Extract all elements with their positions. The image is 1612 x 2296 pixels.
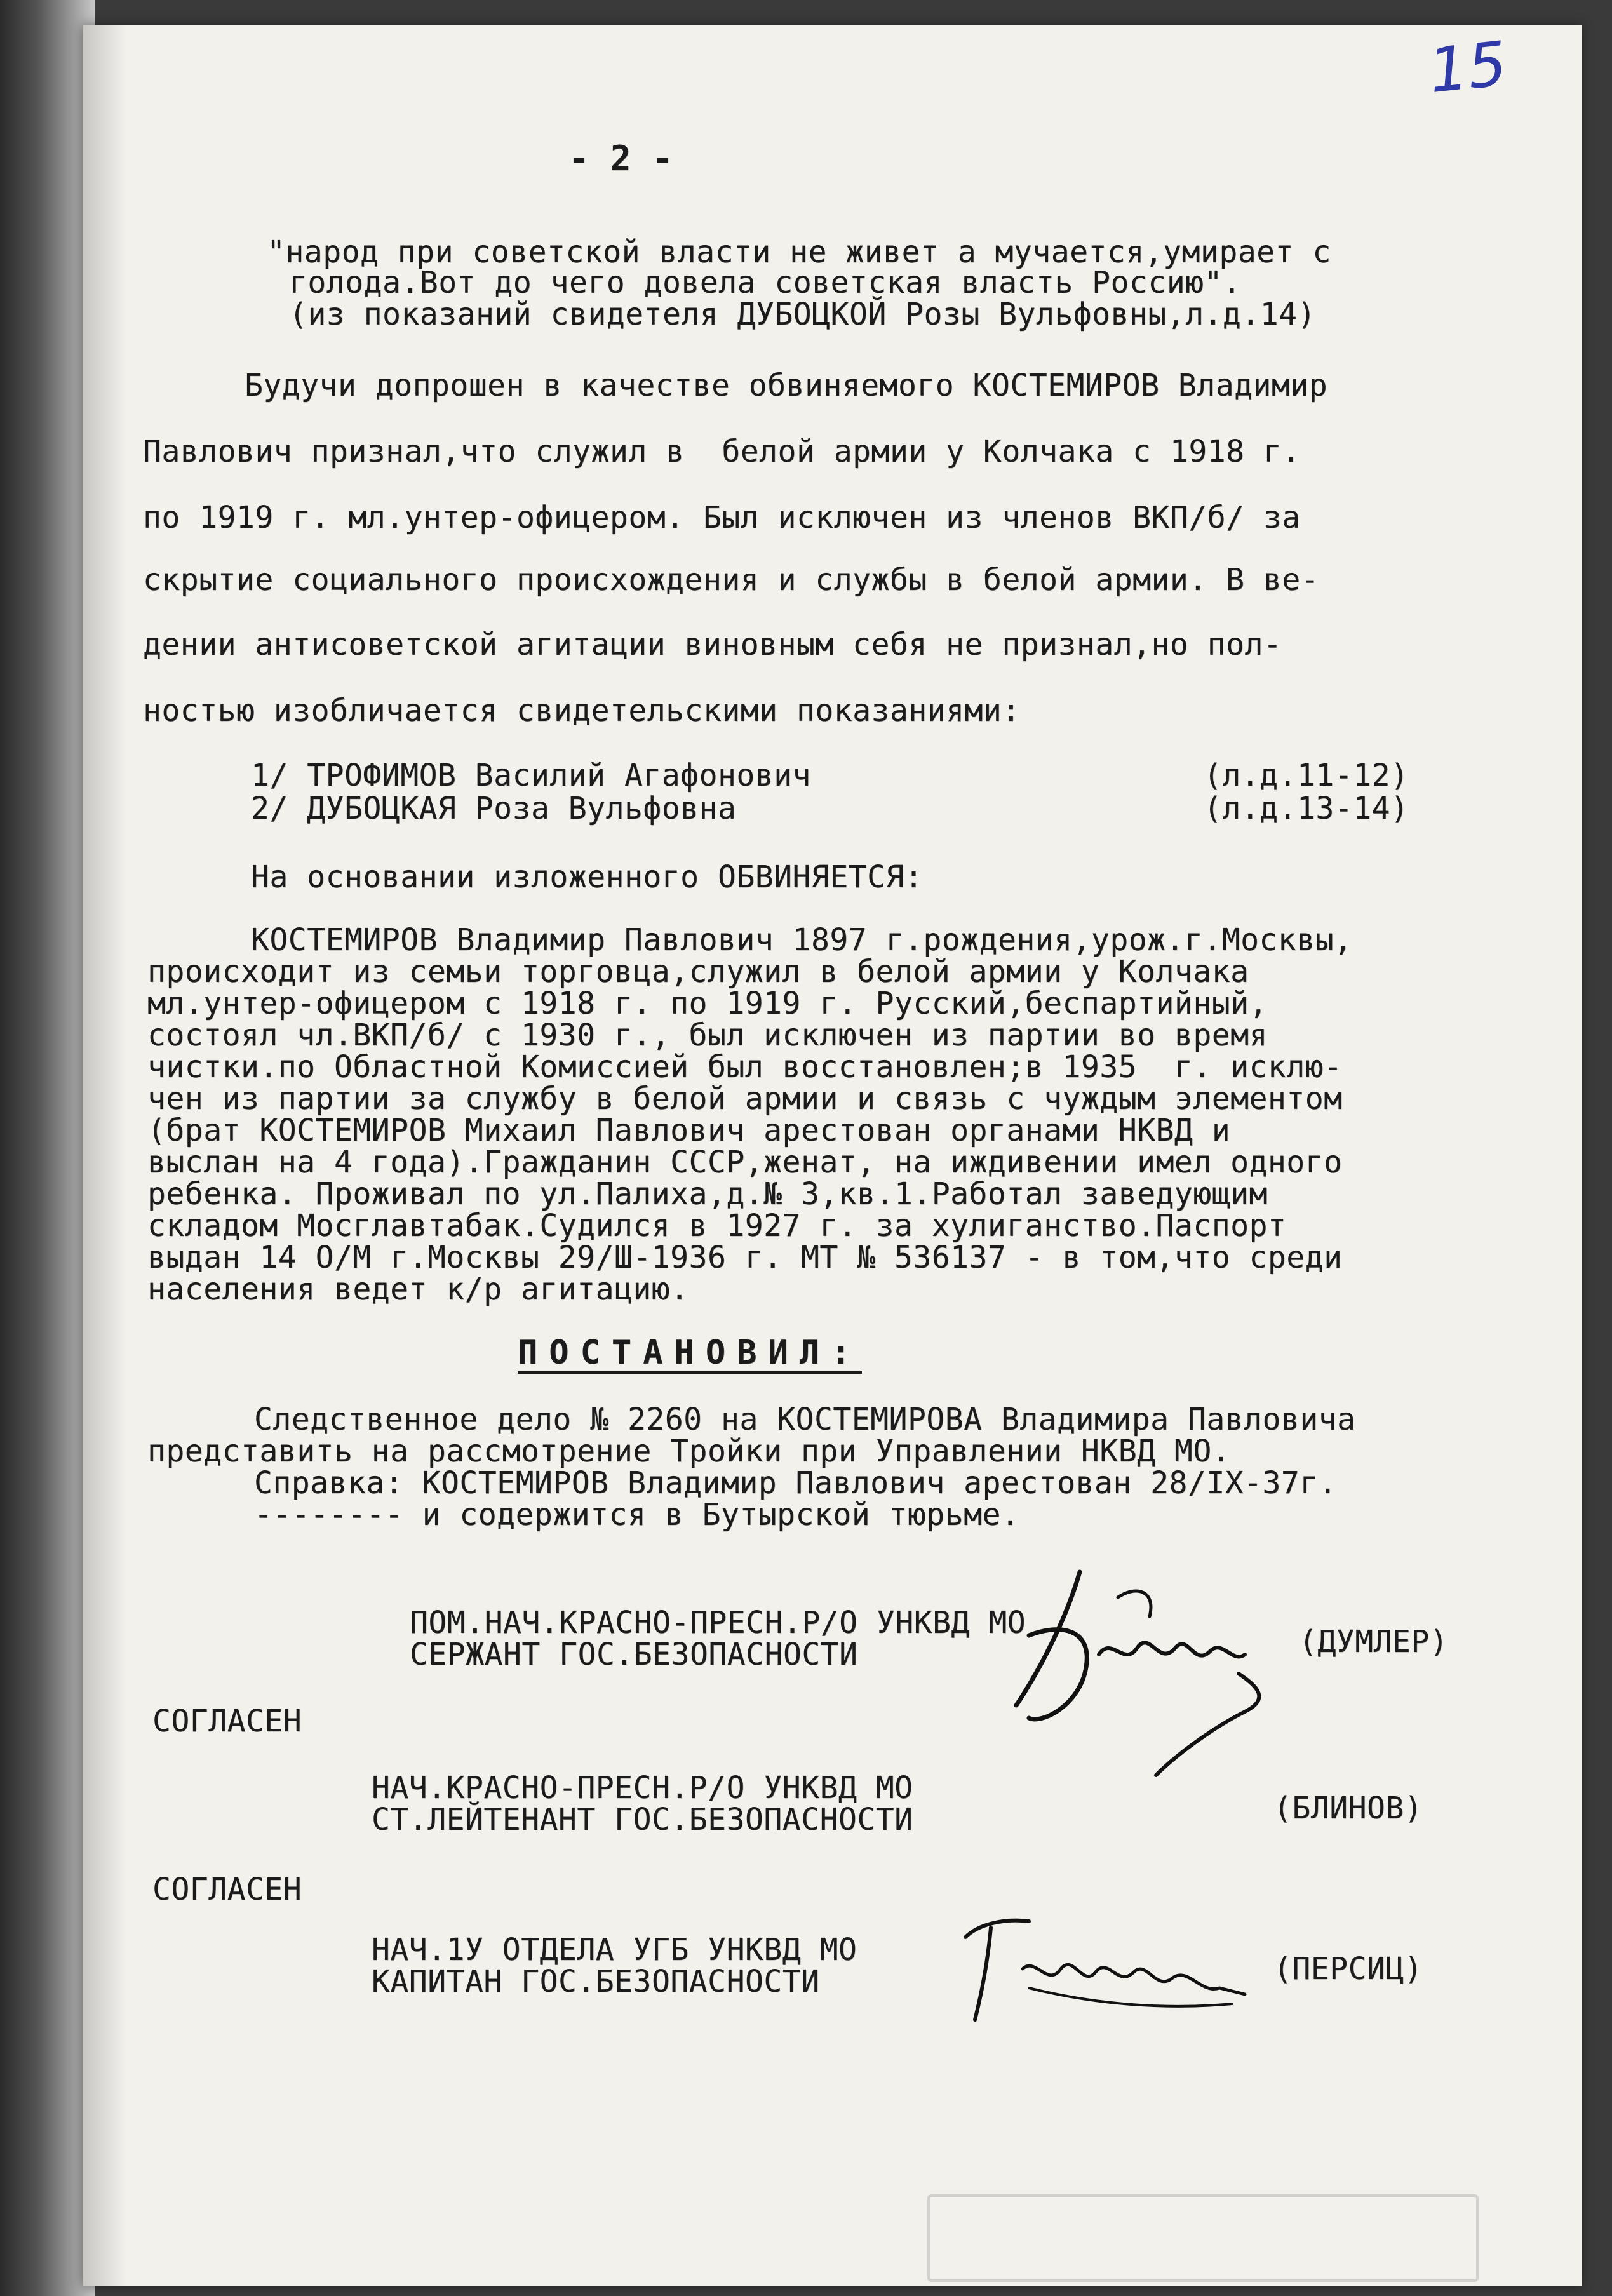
- page-number: - 2 -: [568, 138, 674, 178]
- signer-rank: СЕРЖАНТ ГОС.БЕЗОПАСНОСТИ: [410, 1637, 858, 1672]
- paragraph-line: населения ведет к/р агитацию.: [147, 1272, 689, 1307]
- paragraph-line: (брат КОСТЕМИРОВ Михаил Павлович арестован органами НКВД и: [147, 1113, 1231, 1148]
- paragraph-line: складом Мосглавтабак.Судился в 1927 г. за хулиганство.Паспорт: [147, 1208, 1287, 1244]
- paragraph-line: Справка: КОСТЕМИРОВ Владимир Павлович арестован 28/IX-37г.: [254, 1465, 1338, 1501]
- witness-ref: (л.д.13-14): [1204, 791, 1409, 826]
- signer-title: НАЧ.КРАСНО-ПРЕСН.Р/О УНКВД МО: [372, 1770, 913, 1806]
- paragraph-line: чен из партии за службу в белой армии и связь с чуждым элементом: [147, 1081, 1343, 1117]
- page-binding-shadow: [83, 25, 127, 2286]
- witness-ref: (л.д.11-12): [1204, 758, 1409, 793]
- paragraph-line: выслан на 4 года).Гражданин СССР,женат, на иждивении имел одного: [147, 1145, 1343, 1180]
- signer-name: (ДУМЛЕР): [1299, 1624, 1449, 1660]
- approval-label: СОГЛАСЕН: [152, 1872, 302, 1907]
- witness-name: 2/ ДУБОЦКАЯ Роза Вульфовна: [251, 791, 737, 826]
- handwritten-signature-dumler: [991, 1559, 1321, 1788]
- paragraph-line: выдан 14 О/М г.Москвы 29/Ш-1936 г. МТ № 536137 - в том,что среди: [147, 1240, 1343, 1275]
- paragraph-line: происходит из семьи торговца,служил в белой армии у Колчака: [147, 954, 1249, 990]
- signer-title: НАЧ.1У ОТДЕЛА УГБ УНКВД МО: [372, 1932, 857, 1968]
- paragraph-line: по 1919 г. мл.унтер-офицером. Был исключен из членов ВКП/б/ за: [143, 500, 1301, 535]
- signer-name: (БЛИНОВ): [1273, 1790, 1423, 1826]
- quote-line: (из показаний свидетеля ДУБОЦКОЙ Розы Вульфовны,л.д.14): [289, 297, 1316, 332]
- paragraph-line: скрытие социального происхождения и службы в белой армии. В ве-: [143, 562, 1320, 598]
- decision-heading: ПОСТАНОВИЛ:: [518, 1337, 862, 1374]
- paragraph-line: ребенка. Проживал по ул.Палиха,д.№ 3,кв.1.Работал заведующим: [147, 1176, 1268, 1212]
- faded-archive-stamp: [927, 2194, 1479, 2282]
- paragraph-line: мл.унтер-офицером с 1918 г. по 1919 г. Русский,беспартийный,: [147, 986, 1268, 1021]
- paragraph-line: Павлович признал,что служил в белой армии у Колчака с 1918 г.: [143, 434, 1301, 469]
- signer-title: ПОМ.НАЧ.КРАСНО-ПРЕСН.Р/О УНКВД МО: [410, 1605, 1026, 1641]
- accusation-intro: На основании изложенного ОБВИНЯЕТСЯ:: [251, 859, 924, 895]
- paragraph-line: дении антисоветской агитации виновным себя не признал,но пол-: [143, 627, 1282, 662]
- paragraph-line: Следственное дело № 2260 на КОСТЕМИРОВА Владимира Павловича: [254, 1402, 1356, 1437]
- paragraph-line: -------- и содержится в Бутырской тюрьме.: [254, 1497, 1020, 1533]
- signer-name: (ПЕРСИЦ): [1273, 1951, 1423, 1987]
- paragraph-line: КОСТЕМИРОВ Владимир Павлович 1897 г.рождения,урож.г.Москвы,: [251, 922, 1353, 958]
- folio-number: 15: [1425, 27, 1510, 107]
- signer-rank: СТ.ЛЕЙТЕНАНТ ГОС.БЕЗОПАСНОСТИ: [372, 1802, 913, 1837]
- paragraph-line: ностью изобличается свидетельскими показаниями:: [143, 693, 1021, 728]
- quote-line: "народ при советской власти не живет а мучается,умирает с: [267, 234, 1331, 270]
- paragraph-line: представить на рассмотрение Тройки при Управлении НКВД МО.: [147, 1433, 1231, 1469]
- quote-line: голода.Вот до чего довела советская власть Россию".: [289, 265, 1242, 300]
- signer-rank: КАПИТАН ГОС.БЕЗОПАСНОСТИ: [372, 1964, 820, 1999]
- approval-label: СОГЛАСЕН: [152, 1703, 302, 1739]
- paragraph-line: Будучи допрошен в качестве обвиняемого КОСТЕМИРОВ Владимир: [245, 368, 1328, 403]
- paragraph-line: состоял чл.ВКП/б/ с 1930 г., был исключен из партии во время: [147, 1017, 1268, 1053]
- handwritten-signature-persits: [953, 1899, 1258, 2039]
- scan-background-edge: [0, 0, 95, 2296]
- paragraph-line: чистки.по Областной Комиссией был восстановлен;в 1935 г. исклю-: [147, 1049, 1343, 1085]
- witness-name: 1/ ТРОФИМОВ Василий Агафонович: [251, 758, 811, 793]
